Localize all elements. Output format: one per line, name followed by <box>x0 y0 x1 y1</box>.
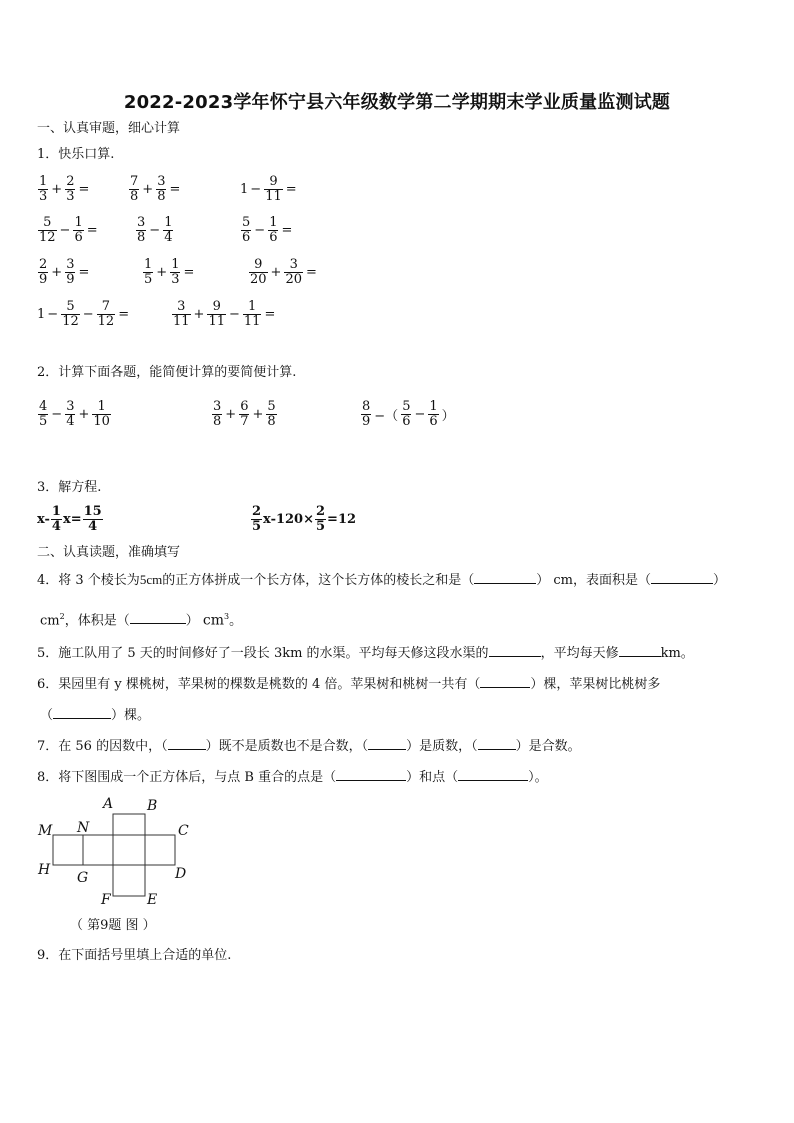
numerator: 3 <box>157 174 166 189</box>
operator: + <box>156 265 168 280</box>
q5-text-c: km。 <box>660 646 694 661</box>
numerator: 9 <box>254 257 263 272</box>
denominator: 8 <box>157 189 166 204</box>
operator: = <box>86 223 98 238</box>
operator: + <box>225 407 237 422</box>
q4-unit-sup-3: 3 <box>224 612 230 621</box>
numerator: 5 <box>242 215 251 230</box>
numerator: 6 <box>240 399 249 414</box>
fraction <box>143 258 153 287</box>
q4-unit-cm3: cm <box>202 612 224 629</box>
denominator: 5 <box>252 519 262 534</box>
fraction <box>65 258 75 287</box>
denominator: 6 <box>429 414 438 429</box>
denominator: 8 <box>137 230 146 245</box>
numerator: 5 <box>402 399 411 414</box>
denominator: 11 <box>208 314 225 329</box>
q7-text-b: ）既不是质数也不是合数，（ <box>205 739 369 754</box>
operator: = <box>169 182 181 197</box>
q4-text-volume: ，体积是（ <box>64 613 130 629</box>
operator: = <box>264 307 276 322</box>
q5-blank-km[interactable] <box>619 656 661 657</box>
q2-expr-3 <box>360 400 457 429</box>
question-5 <box>37 646 694 662</box>
fraction <box>38 216 57 245</box>
numerator: 1 <box>429 399 438 414</box>
denominator: 5 <box>39 414 48 429</box>
q1-expr-r1c2 <box>128 175 182 204</box>
q1-expr-r2c1 <box>37 216 100 245</box>
q4-paren-close-1: ） <box>536 573 550 588</box>
denominator: 20 <box>250 272 267 287</box>
q4-unit-cm2: cm <box>40 613 60 629</box>
question-2-title: 2．计算下面各题，能简便计算的要简便计算. <box>37 365 297 380</box>
numerator: 9 <box>212 299 221 314</box>
fraction <box>97 300 116 329</box>
q1-expr-r3c1 <box>37 258 91 287</box>
fraction <box>207 300 226 329</box>
q4-end: 。 <box>229 613 243 629</box>
fraction <box>172 300 191 329</box>
denominator: 12 <box>97 314 115 329</box>
q4-blank-edge-sum[interactable] <box>474 583 536 584</box>
denominator: 4 <box>66 414 75 429</box>
fraction <box>73 216 83 245</box>
question-1-title: 1．快乐口算. <box>37 147 115 162</box>
q8-text-c: ）。 <box>528 770 548 785</box>
q6-paren-open: （ <box>40 708 54 723</box>
denominator: 11 <box>243 314 261 329</box>
denominator: 7 <box>240 414 249 429</box>
figure-caption: （ 第9题 图 ） <box>70 918 156 933</box>
numerator: 1 <box>74 215 83 230</box>
expr-text: 1 <box>240 182 249 197</box>
numerator: 1 <box>97 399 106 414</box>
label-F: F <box>101 892 111 908</box>
q3-equation-2 <box>250 505 356 534</box>
net-horizontal-row <box>53 835 175 865</box>
denominator: 8 <box>130 189 139 204</box>
question-7 <box>37 739 581 755</box>
operator: + <box>193 307 205 322</box>
operator: − <box>149 223 161 238</box>
operator: + <box>78 407 90 422</box>
fraction <box>401 400 411 429</box>
numerator: 5 <box>267 399 276 414</box>
fraction <box>266 400 276 429</box>
denominator: 9 <box>39 272 48 287</box>
fraction <box>38 258 48 287</box>
operator: −（ <box>374 409 399 424</box>
q2-expr-1 <box>37 400 112 429</box>
operator: − <box>59 223 71 238</box>
label-N: N <box>77 820 90 836</box>
operator: − <box>229 307 240 322</box>
q8-text-b: ）和点（ <box>406 770 459 785</box>
numerator: 2 <box>39 257 48 272</box>
question-4-line-2 <box>40 609 242 629</box>
operator: = <box>306 265 317 280</box>
expr-text: x-120× <box>263 512 314 527</box>
fraction <box>212 400 222 429</box>
denominator: 20 <box>285 272 302 287</box>
q6-text-a: 6．果园里有 y 棵桃树，苹果树的棵数是桃数的 4 倍。苹果树和桃树一共有（ <box>37 677 481 692</box>
q4-unit-cm: 5cm <box>139 572 163 587</box>
denominator: 5 <box>144 272 153 287</box>
denominator: 12 <box>62 314 79 329</box>
q7-blank-composite[interactable] <box>478 749 516 750</box>
q7-text-a: 7．在 56 的因数中，（ <box>37 739 168 754</box>
fraction <box>241 216 251 245</box>
label-C: C <box>178 823 189 839</box>
fraction <box>38 400 48 429</box>
operator: = <box>183 265 195 280</box>
q4-text-a: 4．将 3 个棱长为 <box>37 573 140 588</box>
q1-expr-r4c2 <box>171 300 277 329</box>
q7-blank-neither[interactable] <box>168 749 206 750</box>
denominator: 4 <box>164 230 173 245</box>
numerator: 1 <box>248 299 257 314</box>
cube-net-figure <box>30 792 210 918</box>
net-vertical-column <box>113 814 145 896</box>
q1-expr-r4c1 <box>37 300 131 329</box>
q6-text-b: ）棵，苹果树比桃树多 <box>530 677 661 692</box>
denominator: 9 <box>66 272 75 287</box>
question-3-title: 3．解方程. <box>37 480 102 495</box>
operator: = <box>281 223 293 238</box>
q8-text-a: 8．将下图围成一个正方体后，与点 B 重合的点是（ <box>37 770 337 785</box>
numerator: 7 <box>101 299 111 314</box>
q1-expr-r1c3 <box>240 175 299 204</box>
operator: − <box>47 307 59 322</box>
numerator: 1 <box>269 215 278 230</box>
expr-text: 1 <box>37 307 46 322</box>
operator: − <box>414 407 426 422</box>
fraction <box>251 505 262 534</box>
q5-text-a: 5．施工队用了 5 天的时间修好了一段长 3km 的水渠。平均每天修这段水渠的 <box>37 646 489 661</box>
operator: ） <box>441 409 455 424</box>
operator: = <box>78 265 90 280</box>
denominator: 5 <box>316 519 326 534</box>
fraction <box>156 175 166 204</box>
cube-net-lines <box>53 814 175 896</box>
numerator: 3 <box>289 257 298 272</box>
label-E: E <box>147 892 158 908</box>
denominator: 12 <box>39 230 56 245</box>
question-8 <box>37 770 548 786</box>
label-M: M <box>38 823 53 839</box>
fraction <box>51 505 62 534</box>
section-heading-2: 二、认真读题，准确填写 <box>37 545 181 560</box>
operator: + <box>51 265 63 280</box>
denominator: 11 <box>173 314 190 329</box>
expr-text: =12 <box>327 512 357 527</box>
operator: + <box>51 182 63 197</box>
operator: + <box>252 407 264 422</box>
fraction <box>61 300 80 329</box>
fraction <box>264 175 283 204</box>
page-title: 2022-2023学年怀宁县六年级数学第二学期期末学业质量监测试题 <box>123 92 671 113</box>
fraction <box>268 216 278 245</box>
fraction <box>170 258 180 287</box>
q1-expr-r2c3 <box>240 216 294 245</box>
numerator: 3 <box>213 399 222 414</box>
operator: = <box>118 307 130 322</box>
denominator: 9 <box>362 414 371 429</box>
q4-unit-cm-2: cm <box>553 573 573 588</box>
numerator: 1 <box>39 174 48 189</box>
q1-expr-r3c2 <box>142 258 196 287</box>
numerator: 2 <box>66 174 75 189</box>
numerator: 3 <box>66 399 75 414</box>
q4-paren-close-3: ） <box>185 613 199 629</box>
fraction <box>163 216 173 245</box>
denominator: 8 <box>213 414 222 429</box>
q4-text-d: ，表面积是（ <box>572 573 651 588</box>
q4-text-b: 的正方体拼成一个长方体，这个长方体的棱长之和是（ <box>162 573 475 588</box>
label-H: H <box>38 862 51 878</box>
numerator: 3 <box>177 299 186 314</box>
denominator: 6 <box>269 230 278 245</box>
label-B: B <box>147 798 158 814</box>
denominator: 8 <box>267 414 276 429</box>
question-4-line-1 <box>37 572 726 589</box>
numerator: 3 <box>137 215 146 230</box>
fraction <box>284 258 303 287</box>
numerator: 4 <box>39 399 48 414</box>
fraction <box>249 258 268 287</box>
q5-text-b: ，平均每天修 <box>540 646 619 661</box>
numerator: 3 <box>66 257 75 272</box>
fraction <box>243 300 262 329</box>
fraction <box>38 175 48 204</box>
question-6-line-2 <box>40 708 150 724</box>
denominator: 3 <box>171 272 180 287</box>
label-D: D <box>175 866 187 882</box>
fraction <box>65 400 75 429</box>
fraction <box>65 175 75 204</box>
q6-blank-difference[interactable] <box>53 718 111 719</box>
numerator: 5 <box>66 299 75 314</box>
expr-text: x= <box>62 512 82 527</box>
denominator: 6 <box>242 230 251 245</box>
operator: − <box>254 223 266 238</box>
label-A: A <box>103 796 114 812</box>
operator: + <box>270 265 282 280</box>
numerator: 1 <box>171 257 180 272</box>
fraction <box>361 400 371 429</box>
denominator: 3 <box>39 189 48 204</box>
denominator: 3 <box>66 189 75 204</box>
q1-expr-r3c3 <box>248 258 319 287</box>
operator: = <box>78 182 90 197</box>
operator: = <box>285 182 297 197</box>
numerator: 5 <box>43 215 52 230</box>
q7-text-d: ）是合数。 <box>515 739 581 754</box>
numerator: 1 <box>144 257 153 272</box>
section-heading-1: 一、认真审题，细心计算 <box>37 121 181 136</box>
denominator: 11 <box>265 189 282 204</box>
operator: + <box>142 182 154 197</box>
label-G: G <box>77 870 89 886</box>
numerator: 8 <box>362 399 371 414</box>
denominator: 6 <box>402 414 411 429</box>
numerator: 2 <box>252 504 262 519</box>
denominator: 10 <box>93 414 110 429</box>
q1-expr-r1c1 <box>37 175 91 204</box>
q2-expr-2 <box>211 400 278 429</box>
question-9-title: 9．在下面括号里填上合适的单位. <box>37 948 232 963</box>
fraction <box>129 175 139 204</box>
numerator: 2 <box>316 504 326 519</box>
numerator: 1 <box>164 215 173 230</box>
numerator: 15 <box>83 504 102 519</box>
fraction <box>136 216 146 245</box>
q5-blank-fraction[interactable] <box>489 656 541 657</box>
numerator: 1 <box>51 504 61 519</box>
q4-paren-close-2: ） <box>713 573 727 588</box>
q1-expr-r2c2 <box>135 216 174 245</box>
q4-unit-sup-2: 2 <box>59 612 65 621</box>
q4-blank-volume[interactable] <box>130 623 186 624</box>
q7-text-c: ）是质数，（ <box>406 739 478 754</box>
operator: − <box>82 307 94 322</box>
question-6-line-1 <box>37 677 660 693</box>
fraction <box>315 505 326 534</box>
denominator: 4 <box>51 519 61 534</box>
fraction <box>92 400 111 429</box>
q7-blank-prime[interactable] <box>368 749 406 750</box>
operator: − <box>250 182 262 197</box>
q8-blank-point-1[interactable] <box>336 780 406 781</box>
operator: − <box>51 407 63 422</box>
fraction <box>239 400 249 429</box>
numerator: 9 <box>269 174 278 189</box>
denominator: 6 <box>74 230 83 245</box>
q4-blank-surface-area[interactable] <box>651 583 713 584</box>
q3-equation-1 <box>37 505 104 534</box>
q6-text-d: ）棵。 <box>111 708 151 723</box>
fraction <box>83 505 103 534</box>
expr-text: x- <box>37 512 50 527</box>
q8-blank-point-2[interactable] <box>458 780 528 781</box>
numerator: 7 <box>130 174 139 189</box>
q6-blank-total[interactable] <box>480 687 530 688</box>
fraction <box>428 400 438 429</box>
denominator: 4 <box>88 519 98 534</box>
